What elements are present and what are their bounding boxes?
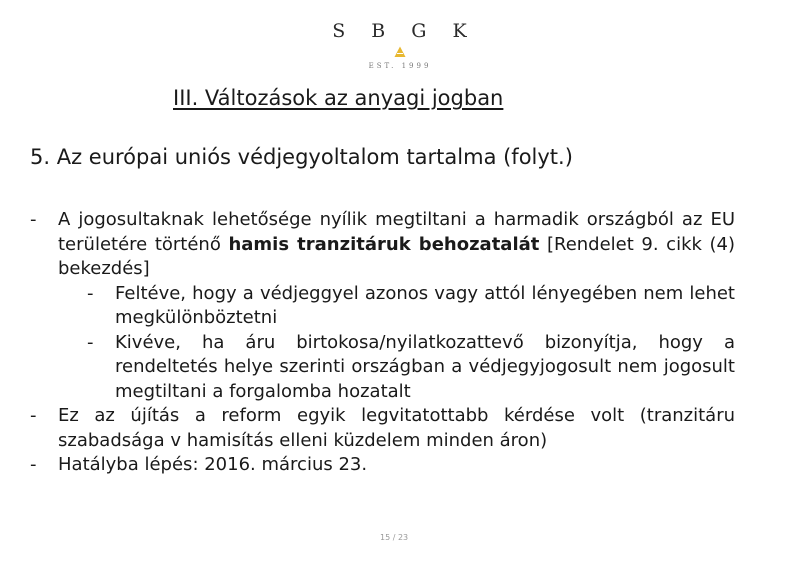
sub-bullet-text: Feltéve, hogy a védjeggyel azonos vagy attól lényegében nem lehet megkülönböztetni bbox=[115, 282, 735, 328]
slide-title: 5. Az európai uniós védjegyoltalom tartalma (folyt.) bbox=[30, 145, 573, 169]
bullet-dash: - bbox=[30, 405, 37, 426]
bullet-item bbox=[30, 453, 735, 478]
triangle-emblem-icon bbox=[394, 46, 406, 58]
company-logo bbox=[0, 20, 800, 70]
bullet-dash: - bbox=[87, 331, 94, 353]
bullet-bold-text: hamis tranzitáruk behozatalát bbox=[228, 233, 540, 255]
page-number: 15 / 23 bbox=[380, 533, 409, 542]
sub-bullet-text: Kivéve, ha áru birtokosa/nyilatkozattevő bizonyítja, hogy a rendeltetés helye szerinti országban a védjegyjogosult nem jogosult megtiltani a forgalomba hozatalt bbox=[115, 331, 735, 402]
section-title: III. Változások az anyagi jogban bbox=[173, 86, 504, 110]
bullet-list bbox=[30, 208, 735, 478]
sub-bullet-item bbox=[30, 282, 735, 331]
logo-established: EST. 1999 bbox=[368, 62, 432, 70]
bullet-text: A jogosultaknak lehetősége nyílik megtiltani a harmadik országból az EU területére történő bbox=[58, 209, 735, 255]
bullet-dash: - bbox=[87, 282, 94, 304]
logo-letters: S B G K bbox=[332, 20, 468, 42]
bullet-reference: [Rendelet 9. cikk (4) bekezdés] bbox=[58, 233, 735, 279]
bullet-dash: - bbox=[30, 209, 37, 230]
sub-bullet-item bbox=[30, 331, 735, 405]
bullet-dash: - bbox=[30, 454, 37, 475]
bullet-item bbox=[30, 404, 735, 453]
bullet-item bbox=[30, 208, 735, 282]
bullet-text: Hatályba lépés: 2016. március 23. bbox=[58, 454, 368, 475]
bullet-text: Ez az újítás a reform egyik legvitatottabb kérdése volt (tranzitáru szabadsága v hamisítás elleni küzdelem minden áron) bbox=[58, 405, 735, 451]
